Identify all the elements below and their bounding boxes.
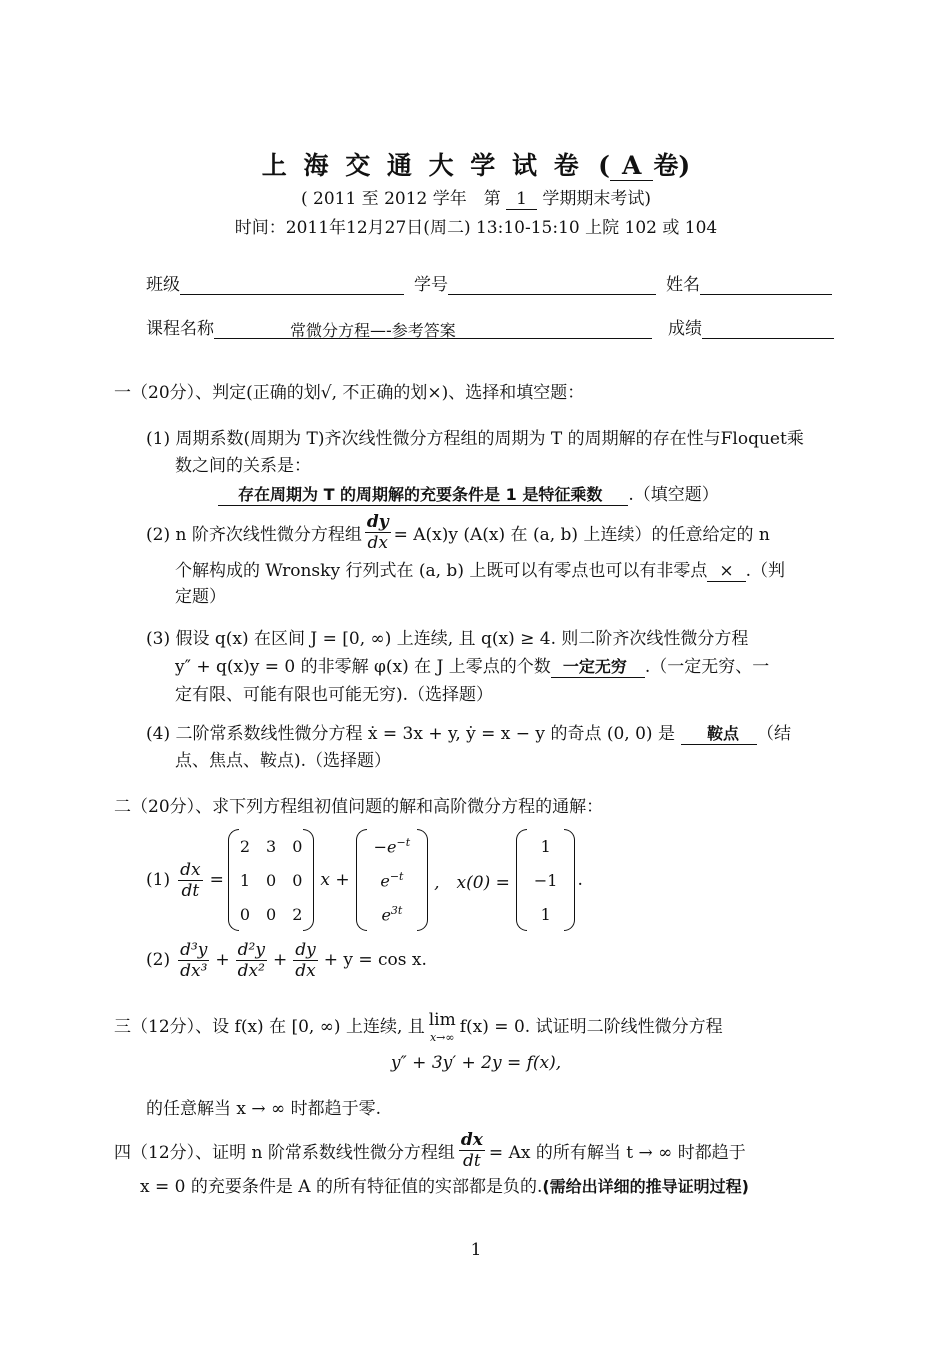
s1-q2-line2: 个解构成的 Wronsky 行列式在 (a, b) 上既可以有零点也可以有非零点 × .（判 <box>175 561 786 581</box>
forcing-vector <box>360 829 425 931</box>
matrix-row <box>232 829 311 863</box>
s1-q3-line3: 定有限、可能有限也可能无穷).（选择题） <box>175 685 494 705</box>
matrix-cell: 0 <box>292 836 303 856</box>
forcing-entry: $-e^{-t}$ <box>373 835 411 857</box>
limit-operator: lim x→∞ <box>428 1010 456 1044</box>
s2-q2-equation: (2) $\frac{\text{d³y}}{\text{dx³}}$ + $\frac{\text{d²y}}{\text{dx²}}$ + $\frac{dy}{dx}$ + y = cos x. <box>146 939 427 981</box>
matrix-cell: 3 <box>266 836 277 856</box>
s1-q4-line1: (4) 二阶常系数线性微分方程 ẋ = 3x + y, ẏ = x − y 的奇点 (0, 0) 是 鞍点 （结 <box>146 719 791 745</box>
matrix-cell: 2 <box>292 904 303 924</box>
initial-vector <box>520 829 572 931</box>
initial-entry: 1 <box>540 836 551 856</box>
name-field: 姓名 <box>666 270 832 295</box>
matrix-cell: 1 <box>239 870 251 890</box>
matrix-row <box>232 897 311 931</box>
section3-heading: 三（12分）、设 f(x) 在 [0, ∞) 上连续, 且 lim x→∞ f(x) = 0. 试证明二阶线性微分方程 <box>114 1010 723 1044</box>
matrix-cell: 0 <box>266 870 277 890</box>
s2-q1-lhs: $\frac{dx}{dt}$ <box>180 859 201 901</box>
matrix-cell: 0 <box>266 904 277 924</box>
matrix-cell: 0 <box>292 870 303 890</box>
s4-fraction: $\frac{dx}{dt}$ <box>460 1130 483 1171</box>
initial-entry: −1 <box>533 870 558 890</box>
paper-label: ( A 卷) <box>598 151 691 180</box>
s1-q2-answer: × <box>707 561 745 582</box>
name-blank <box>700 276 832 295</box>
s1-q3-line2: y″ + q(x)y = 0 的非零解 φ(x) 在 J 上零点的个数 一定无穷 .（一定无穷、一 <box>175 652 769 678</box>
matrix-cell: 0 <box>239 904 251 924</box>
section4-line1: 四（12分）、证明 n 阶常系数线性微分方程组 $\frac{dx}{dt}$ = Ax 的所有解当 t → ∞ 时都趋于 <box>114 1130 746 1171</box>
coefficient-matrix <box>232 829 311 931</box>
s2-q2-term1: $\frac{\text{d³y}}{\text{dx³}}$ <box>180 939 208 981</box>
s3-equation: y″ + 3y′ + 2y = f(x), <box>390 1053 562 1073</box>
section4-line2: x = 0 的充要条件是 A 的所有特征值的实部都是负的.(需给出详细的推导证明过程) <box>140 1177 749 1197</box>
s2-q2-term2: $\frac{\text{d²y}}{\text{dx²}}$ <box>237 939 265 981</box>
s1-q2-line3: 定题） <box>175 587 226 607</box>
s1-q1-line1: (1) 周期系数(周期为 T)齐次线性微分方程组的周期为 T 的周期解的存在性与Floquet乘 <box>146 429 804 449</box>
section2-heading: 二（20分）、求下列方程组初值问题的解和高阶微分方程的通解： <box>114 797 604 817</box>
matrix-row <box>232 863 311 897</box>
s3-conclusion: 的任意解当 x → ∞ 时都趋于零. <box>146 1099 382 1119</box>
section1-heading: 一（20分）、判定(正确的划√, 不正确的划×)、选择和填空题： <box>114 383 585 403</box>
exam-subtitle: ( 2011 至 2012 学年 第 1 学期期末考试) <box>300 189 652 209</box>
s1-q4-answer: 鞍点 <box>681 721 757 745</box>
s1-q3-line1: (3) 假设 q(x) 在区间 J = [0, ∞) 上连续, 且 q(x) ≥ 4. 则二阶齐次线性微分方程 <box>146 629 749 649</box>
s2-q1-equation: (1) $\frac{dx}{dt}$ = 2 3 0 1 0 0 0 0 2 x + $-e^{-t}$ $e^{-t}$ $e^{3t}$ , x(0) = 1 −1 1 . <box>146 828 583 932</box>
class-field: 班级 <box>146 270 404 295</box>
student-id-blank <box>448 276 656 295</box>
course-field: 课程名称 常微分方程—-参考答案 <box>146 314 652 339</box>
s1-q1-answer: 存在周期为 T 的周期解的充要条件是 1 是特征乘数 <box>218 482 628 506</box>
matrix-cell: 2 <box>239 836 251 856</box>
initial-entry: 1 <box>540 904 551 924</box>
class-blank <box>180 276 404 295</box>
forcing-entry: $e^{3t}$ <box>381 903 403 925</box>
exam-title: 上 海 交 通 大 学 试 卷 ( A 卷) <box>261 151 691 180</box>
score-field: 成绩 <box>668 314 834 339</box>
score-blank <box>702 320 834 339</box>
exam-time: 时间：2011年12月27日(周二) 13:10-15:10 上院 102 或 104 <box>234 218 718 238</box>
s1-q4-line2: 点、焦点、鞍点).（选择题） <box>175 751 392 771</box>
s1-q2-fraction: $\frac{dy}{dx}$ <box>366 512 389 553</box>
s1-q1-answer-line: 存在周期为 T 的周期解的充要条件是 1 是特征乘数 .（填空题） <box>218 480 719 506</box>
s1-q2-line1: (2) n 阶齐次线性微分方程组 $\frac{dy}{dx}$ = A(x)y (A(x) 在 (a, b) 上连续）的任意给定的 n <box>146 512 770 553</box>
student-id-field: 学号 <box>414 270 656 295</box>
page-number: 1 <box>470 1240 482 1260</box>
s2-q2-term3: $\frac{dy}{dx}$ <box>295 939 316 981</box>
s1-q1-line2: 数之间的关系是： <box>175 456 311 476</box>
course-blank: 常微分方程—-参考答案 <box>214 318 652 339</box>
forcing-entry: $e^{-t}$ <box>380 869 404 891</box>
s1-q3-answer: 一定无穷 <box>551 654 645 678</box>
